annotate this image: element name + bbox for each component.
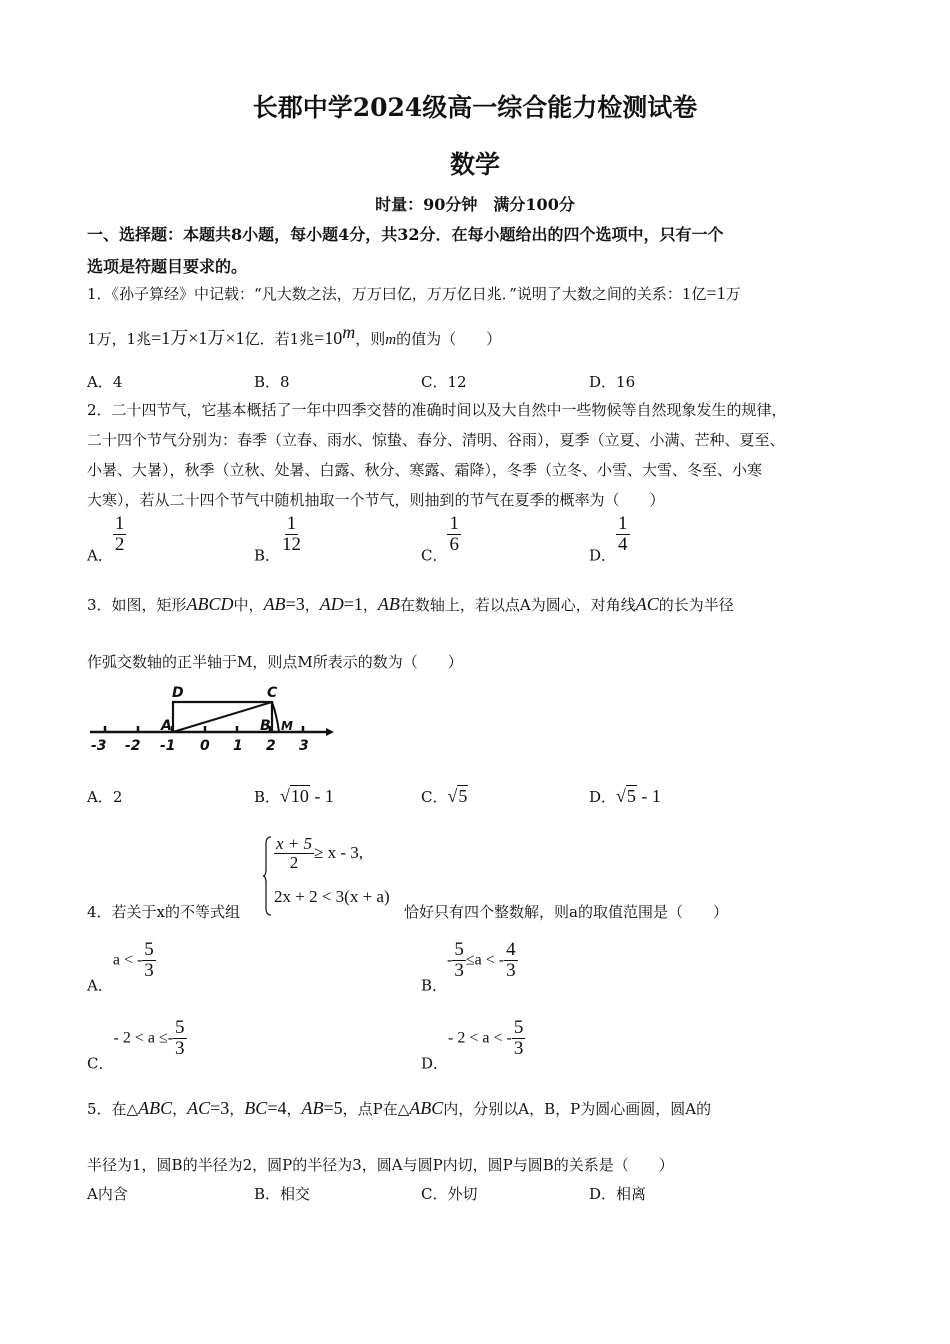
question-1-line1: 1．《孙子算经》中记载：“凡大数之法，万万曰亿，万万亿日兆．”说明了大数之间的关系：1亿=1万 [87, 283, 741, 303]
tick-label: 1 [233, 738, 243, 754]
q1-option-a[interactable]: A．4 [87, 373, 123, 391]
question-3-line2: 作弧交数轴的正半轴于M，则点M所表示的数为（ ） [87, 653, 463, 671]
left-brace [262, 836, 272, 916]
q3-option-a[interactable]: A．2 [87, 788, 123, 806]
page-title: 长郡中学2024级高一综合能力检测试卷 [252, 93, 698, 122]
question-4-prefix: 4．若关于x的不等式组 [87, 903, 241, 921]
q1-option-d[interactable]: D．16 [589, 373, 636, 391]
section-heading-line1: 一、选择题：本题共8小题，每小题4分，共32分．在每小题给出的四个选项中，只有一个 [87, 225, 724, 244]
q3-option-c[interactable]: C．√5 [421, 786, 468, 806]
inequality-1: $\frac{x + 5}{2}$ ≥ x - 3, [276, 834, 364, 872]
tick-label: 2 [266, 738, 276, 754]
q5-option-a[interactable]: A内含 [87, 1185, 128, 1203]
q5-option-c[interactable]: C．外切 [421, 1185, 478, 1203]
point-label-a: A [161, 718, 172, 734]
question-2-line3: 小暑、大暑），秋季（立秋、处暑、白露、秋分、寒露、霜降），冬季（立冬、小雪、大雪、冬至、小寒 [87, 461, 763, 479]
number-line-figure [86, 680, 336, 760]
tick-label: 0 [200, 738, 210, 754]
inequality-system [262, 832, 404, 920]
question-1-line2: 1万，1兆=1万×1万×1亿．若1兆$=10^m$，则m的值为（ ） [87, 322, 502, 348]
question-2-line2: 二十四个节气分别为：春季（立春、雨水、惊蛰、春分、清明、谷雨），夏季（立夏、小满、芒种、夏至、 [87, 431, 785, 449]
tick-label: 3 [299, 738, 309, 754]
question-3-line1: 3．如图，矩形ABCD中，AB=3，AD=1，AB在数轴上，若以点A为圆心，对角线AC的长为半径 [87, 594, 734, 614]
question-5-line1: 5．在△ABC，AC=3，BC=4，AB=5，点P在△ABC内，分别以A，B，P为圆心画圆，圆A的 [87, 1098, 712, 1118]
q2-option-a[interactable]: A． $\frac{1}{2}$ [87, 513, 125, 565]
q4-option-a[interactable]: A．a < - $\frac{5}{3}$ [87, 939, 154, 995]
question-2-line4: 大寒），若从二十四个节气中随机抽取一个节气，则抽到的节气在夏季的概率为（ ） [87, 491, 665, 509]
tick-label: -1 [160, 738, 176, 754]
diagonal-ac [173, 702, 272, 732]
tick-label: -3 [91, 738, 107, 754]
q3-option-d[interactable]: D．√5 - 1 [589, 786, 661, 806]
q1-option-b[interactable]: B．8 [254, 373, 290, 391]
q5-option-d[interactable]: D．相离 [589, 1185, 647, 1203]
time-info: 时量：90分钟 满分100分 [375, 195, 575, 214]
q4-option-d[interactable]: D．- 2 < a < - $\frac{5}{3}$ [421, 1017, 524, 1073]
question-4-suffix: 恰好只有四个整数解，则a的取值范围是（ ） [404, 903, 728, 921]
axis-arrow [326, 728, 334, 736]
q2-option-b[interactable]: B． $\frac{1}{12}$ [254, 513, 302, 565]
tick-label: -2 [125, 738, 141, 754]
q5-option-b[interactable]: B．相交 [254, 1185, 311, 1203]
q2-option-d[interactable]: D． $\frac{1}{4}$ [589, 513, 628, 565]
q2-option-c[interactable]: C． $\frac{1}{6}$ [421, 513, 459, 565]
inequality-2: 2x + 2 < 3(x + a) [274, 887, 390, 906]
section-heading-line2: 选项是符题目要求的。 [87, 257, 248, 276]
q4-option-b[interactable]: B．- $\frac{5}{3}$ ≤a < - $\frac{4}{3}$ [421, 939, 516, 995]
point-label-b: B [260, 718, 271, 734]
subject-title: 数学 [449, 150, 500, 179]
q1-option-c[interactable]: C．12 [421, 373, 467, 391]
q3-option-b[interactable]: B．√10 - 1 [254, 786, 334, 806]
point-label-c: C [267, 685, 278, 701]
point-label-d: D [172, 685, 184, 701]
q4-option-c[interactable]: C．- 2 < a ≤- $\frac{5}{3}$ [87, 1017, 185, 1073]
point-label-m: M [281, 719, 293, 733]
question-5-line2: 半径为1，圆B的半径为2，圆P的半径为3，圆A与圆P内切，圆P与圆B的关系是（ ） [87, 1156, 674, 1174]
question-2-line1: 2．二十四节气，它基本概括了一年中四季交替的准确时间以及大自然中一些物候等自然现象发生的规律， [87, 401, 787, 419]
